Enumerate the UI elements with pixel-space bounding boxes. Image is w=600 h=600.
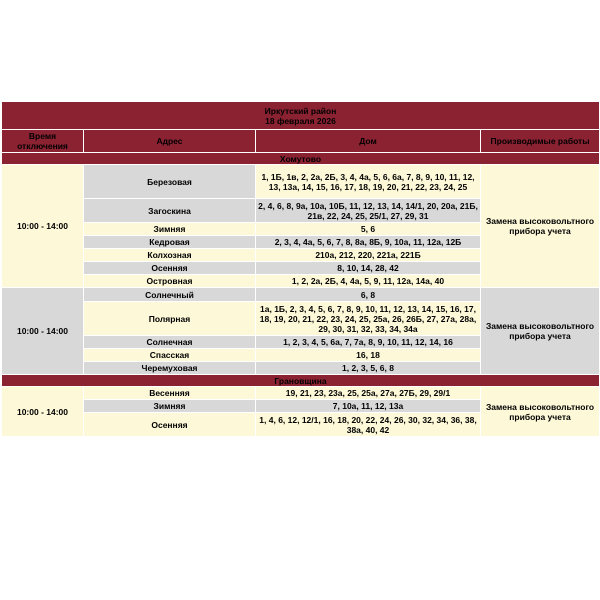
- section-header-row: [2, 375, 600, 387]
- section-name: Грановщина: [2, 375, 600, 387]
- column-header-row: [2, 130, 600, 153]
- table-title: [2, 102, 600, 130]
- works-description: Замена высоковольтного прибора учета: [481, 165, 600, 288]
- house-numbers: 1а, 1Б, 2, 3, 4, 5, 6, 7, 8, 9, 10, 11, 12, 13, 14, 15, 16, 17, 18, 19, 20, 21, 22, 23, 24, 25, 25а, 26, 26Б, 27, 27а, 28а, 29, 30, 31, 32, 33, 34, 34а: [256, 302, 481, 336]
- header-address: Адрес: [84, 130, 256, 153]
- street-name: Зимняя: [84, 223, 256, 236]
- house-numbers: 2, 4, 6, 8, 9а, 10а, 10Б, 11, 12, 13, 14, 14/1, 20, 20а, 21Б, 21в, 22, 24, 25, 25/1, 27, 29, 31: [256, 199, 481, 223]
- house-numbers: 6, 8: [256, 288, 481, 302]
- works-description: Замена высоковольтного прибора учета: [481, 387, 600, 437]
- section-header-row: [2, 153, 600, 165]
- house-numbers: 2, 3, 4, 4а, 5, 6, 7, 8, 8а, 8Б, 9, 10а, 11, 12а, 12Б: [256, 236, 481, 249]
- table-title-row: [2, 102, 600, 130]
- header-time: Время отключения: [2, 130, 84, 153]
- house-numbers: 1, 2, 3, 4, 5, 6а, 7, 7а, 8, 9, 10, 11, 12, 14, 16: [256, 336, 481, 349]
- outage-time: 10:00 - 14:00: [2, 387, 84, 437]
- house-numbers: 7, 10а, 11, 12, 13а: [256, 400, 481, 413]
- table-row: [2, 387, 600, 400]
- street-name: Полярная: [84, 302, 256, 336]
- outage-time: 10:00 - 14:00: [2, 165, 84, 288]
- house-numbers: 1, 2, 2а, 2Б, 4, 4а, 5, 9, 11, 12а, 14а, 40: [256, 275, 481, 288]
- house-numbers: 1, 1Б, 1в, 2, 2а, 2Б, 3, 4, 4а, 5, 6, 6а, 7, 8, 9, 10, 11, 12, 13, 13а, 14, 15, 16, 17, 18, 19, 20, 21, 22, 23, 24, 25: [256, 165, 481, 199]
- house-numbers: 8, 10, 14, 28, 42: [256, 262, 481, 275]
- table-row: [2, 288, 600, 302]
- table-row: [2, 165, 600, 199]
- street-name: Кедровая: [84, 236, 256, 249]
- header-house: Дом: [256, 130, 481, 153]
- house-numbers: 210а, 212, 220, 221а, 221Б: [256, 249, 481, 262]
- house-numbers: 1, 2, 3, 5, 6, 8: [256, 362, 481, 375]
- outage-time: 10:00 - 14:00: [2, 288, 84, 375]
- street-name: Осенняя: [84, 262, 256, 275]
- house-numbers: 1, 4, 6, 12, 12/1, 16, 18, 20, 22, 24, 26, 30, 32, 34, 36, 38, 38а, 40, 42: [256, 413, 481, 437]
- house-numbers: 19, 21, 23, 23а, 25, 25а, 27а, 27Б, 29, 29/1: [256, 387, 481, 400]
- works-description: Замена высоковольтного прибора учета: [481, 288, 600, 375]
- street-name: Солнечный: [84, 288, 256, 302]
- house-numbers: 16, 18: [256, 349, 481, 362]
- street-name: Березовая: [84, 165, 256, 199]
- street-name: Солнечная: [84, 336, 256, 349]
- header-works: Производимые работы: [481, 130, 600, 153]
- street-name: Загоскина: [84, 199, 256, 223]
- outage-schedule-table: [1, 101, 600, 437]
- street-name: Зимняя: [84, 400, 256, 413]
- district-title: Иркутский район: [264, 105, 337, 116]
- street-name: Островная: [84, 275, 256, 288]
- street-name: Спасская: [84, 349, 256, 362]
- section-name: Хомутово: [2, 153, 600, 165]
- street-name: Колхозная: [84, 249, 256, 262]
- street-name: Весенняя: [84, 387, 256, 400]
- street-name: Осенняя: [84, 413, 256, 437]
- outage-date: 18 февраля 2026: [265, 115, 336, 126]
- street-name: Черемуховая: [84, 362, 256, 375]
- house-numbers: 5, 6: [256, 223, 481, 236]
